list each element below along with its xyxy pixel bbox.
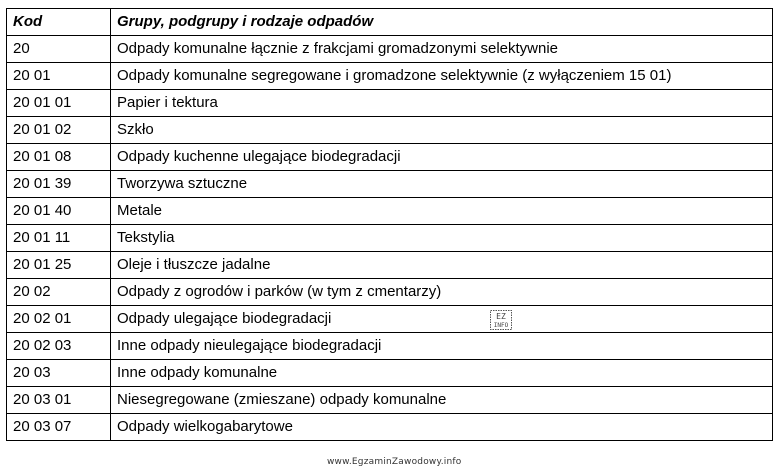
cell-description: Odpady kuchenne ulegające biodegradacji <box>111 144 773 171</box>
table-row <box>7 63 773 90</box>
cell-description: Niesegregowane (zmieszane) odpady komunalne <box>111 387 773 414</box>
cell-code: 20 01 39 <box>7 171 111 198</box>
table-row <box>7 387 773 414</box>
watermark-text: www.EgzaminZawodowy.info <box>327 457 462 467</box>
cell-code: 20 01 25 <box>7 252 111 279</box>
cell-description: Papier i tektura <box>111 90 773 117</box>
table-header-row <box>7 9 773 36</box>
table-body <box>7 36 773 441</box>
cell-code: 20 02 01 <box>7 306 111 333</box>
cell-code: 20 02 03 <box>7 333 111 360</box>
ez-info-logo-icon <box>490 310 512 330</box>
cell-code: 20 01 <box>7 63 111 90</box>
header-code: Kod <box>7 9 111 36</box>
cell-description: Inne odpady nieulegające biodegradacji <box>111 333 773 360</box>
cell-description: Odpady z ogrodów i parków (w tym z cmentarzy) <box>111 279 773 306</box>
cell-code: 20 03 01 <box>7 387 111 414</box>
table-row <box>7 171 773 198</box>
cell-code: 20 03 07 <box>7 414 111 441</box>
cell-description: Oleje i tłuszcze jadalne <box>111 252 773 279</box>
cell-code: 20 01 11 <box>7 225 111 252</box>
table-row <box>7 198 773 225</box>
cell-description: Odpady ulegające biodegradacji <box>111 306 773 333</box>
cell-code: 20 01 01 <box>7 90 111 117</box>
table-row <box>7 360 773 387</box>
cell-description: Tworzywa sztuczne <box>111 171 773 198</box>
cell-description: Odpady wielkogabarytowe <box>111 414 773 441</box>
table-row <box>7 279 773 306</box>
cell-description: Szkło <box>111 117 773 144</box>
cell-description: Tekstylia <box>111 225 773 252</box>
header-description: Grupy, podgrupy i rodzaje odpadów <box>111 9 773 36</box>
table-row <box>7 36 773 63</box>
waste-codes-table <box>6 8 773 441</box>
cell-code: 20 01 02 <box>7 117 111 144</box>
cell-code: 20 <box>7 36 111 63</box>
table-row <box>7 144 773 171</box>
logo-top-text: EZ <box>496 312 506 321</box>
cell-code: 20 01 08 <box>7 144 111 171</box>
cell-description: Odpady komunalne łącznie z frakcjami gromadzonymi selektywnie <box>111 36 773 63</box>
table-row <box>7 117 773 144</box>
table-row <box>7 225 773 252</box>
cell-description: Inne odpady komunalne <box>111 360 773 387</box>
logo-bottom-text: INFO <box>493 322 509 329</box>
cell-description: Metale <box>111 198 773 225</box>
cell-description: Odpady komunalne segregowane i gromadzone selektywnie (z wyłączeniem 15 01) <box>111 63 773 90</box>
cell-code: 20 02 <box>7 279 111 306</box>
cell-code: 20 03 <box>7 360 111 387</box>
table-row <box>7 414 773 441</box>
table-row <box>7 90 773 117</box>
cell-code: 20 01 40 <box>7 198 111 225</box>
table-row <box>7 333 773 360</box>
table-row <box>7 252 773 279</box>
table-row <box>7 306 773 333</box>
